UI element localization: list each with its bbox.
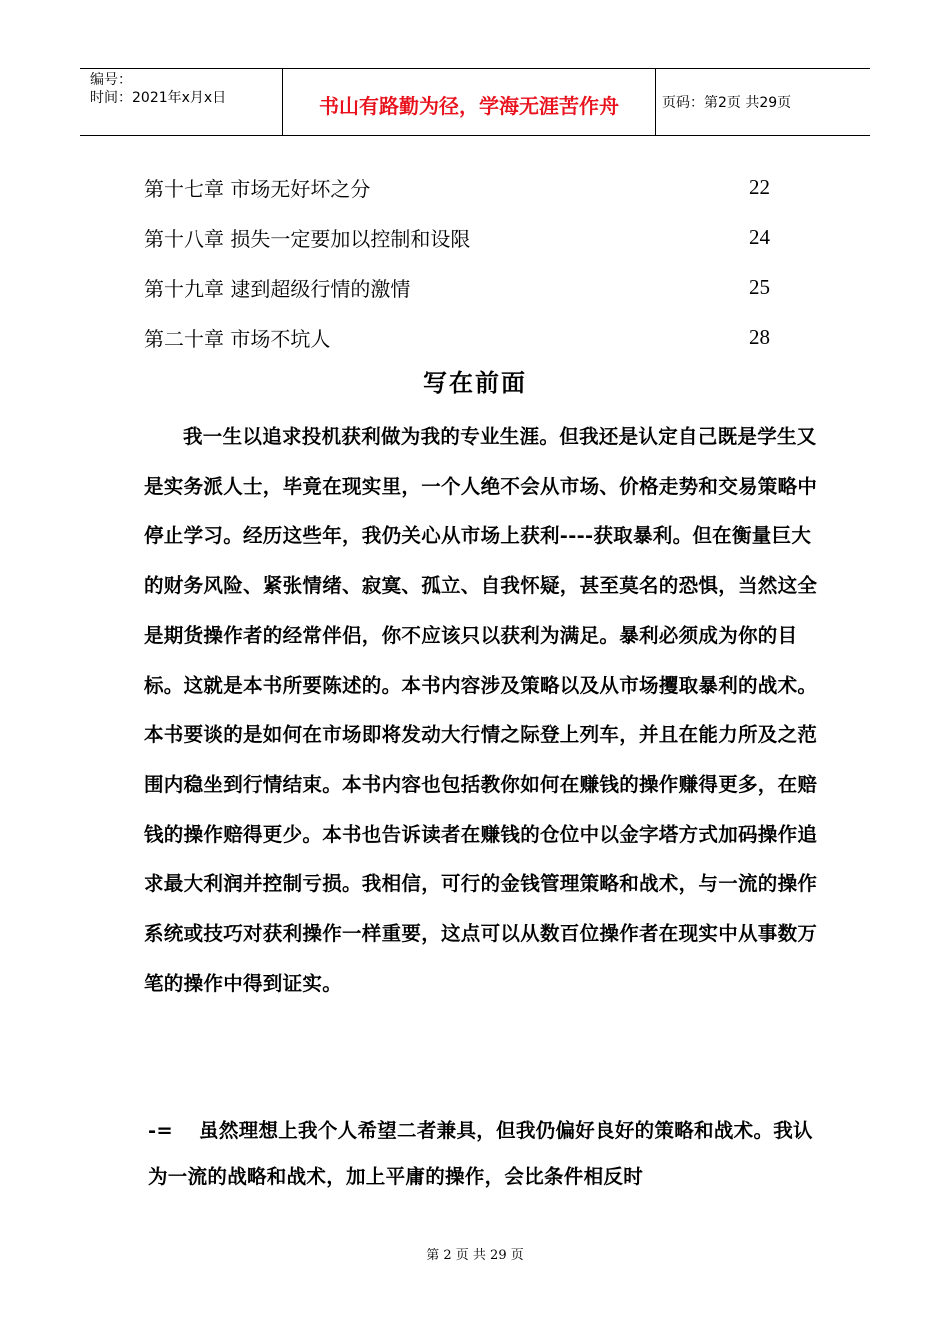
document-code: 编号：: [90, 72, 132, 88]
header-meta: [80, 69, 282, 135]
toc-chapter: 第十七章 市场无好坏之分: [144, 176, 371, 201]
toc-entry: [144, 212, 784, 262]
toc-entry: [144, 262, 784, 312]
toc-page-number: 25: [749, 274, 770, 299]
document-date: 时间：2021年x月x日: [90, 90, 227, 106]
header-motto: 书山有路勤为径，学海无涯苦作舟: [282, 69, 656, 135]
toc-entry: [144, 162, 784, 212]
toc-chapter: 第二十章 市场不坑人: [144, 326, 331, 351]
toc-chapter: 第十八章 损失一定要加以控制和设限: [144, 226, 471, 251]
list-marker: -=: [148, 1119, 174, 1142]
header-page-info: 页码：第2页 共29页: [662, 95, 792, 111]
toc-chapter: 第十九章 逮到超级行情的激情: [144, 276, 411, 301]
toc-entry: [144, 312, 784, 362]
toc-page-number: 22: [749, 174, 770, 199]
body-text: [144, 412, 824, 1008]
page-header: [80, 68, 870, 136]
toc-page-number: 28: [749, 324, 770, 349]
paragraph-2: [148, 1108, 818, 1200]
paragraph: 我一生以追求投机获利做为我的专业生涯。但我还是认定自己既是学生又是实务派人士，毕竟在现实里，一个人绝不会从市场、价格走势和交易策略中停止学习。经历这些年，我仍关心从市场上获利----获取暴利。但在衡量巨大的财务风险、紧张情绪、寂寞、孤立、自我怀疑，甚至莫名的恐惧，当然这全是期货操作者的经常伴侣，你不应该只以获利为满足。暴利必须成为你的目标。这就是本书所要陈述的。本书内容涉及策略以及从市场攫取暴利的战术。本书要谈的是如何在市场即将发动大行情之际登上列车，并且在能力所及之范围内稳坐到行情结束。本书内容也包括教你如何在赚钱的操作赚得更多，在赔钱的操作赔得更少。本书也告诉读者在赚钱的仓位中以金字塔方式加码操作追求最大利润并控制亏损。我相信，可行的金钱管理策略和战术，与一流的操作系统或技巧对获利操作一样重要，这点可以从数百位操作者在现实中从事数万笔的操作中得到证实。: [144, 425, 818, 995]
page-footer: 第 2 页 共 29 页: [426, 1248, 524, 1263]
table-of-contents: [144, 162, 784, 362]
section-title: 写在前面: [423, 369, 527, 397]
paragraph-text: 虽然理想上我个人希望二者兼具，但我仍偏好良好的策略和战术。我认为一流的战略和战术，加上平庸的操作，会比条件相反时: [148, 1119, 813, 1188]
toc-page-number: 24: [749, 224, 770, 249]
